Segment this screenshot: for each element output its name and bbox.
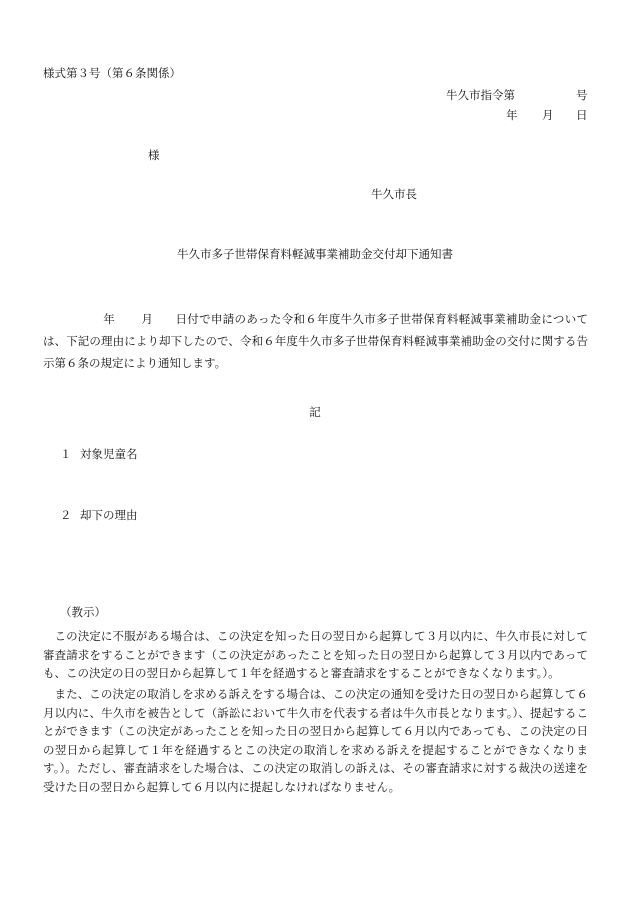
date-year: 年 xyxy=(506,108,518,122)
document-title: 牛久市多子世帯保育料軽減事業補助金交付却下通知書 xyxy=(177,247,453,261)
kyoji-heading: （教示） xyxy=(60,605,106,619)
notice-body xyxy=(43,308,588,374)
document-number-suffix: 号 xyxy=(576,88,588,102)
body-year: 年 xyxy=(103,312,116,326)
item-label: 却下の理由 xyxy=(80,508,138,522)
ki-heading: 記 xyxy=(309,405,321,419)
body-month: 月 xyxy=(141,312,154,326)
item-number: ２ xyxy=(60,508,72,522)
issue-date xyxy=(506,110,588,122)
body-text: 日付で申請のあった令和６年度牛久市多子世帯保育料軽減事業補助金については、下記の理由により却下したので、令和６年度牛久市多子世帯保育料軽減事業補助金の交付に関する告示第６条の規定により通知します。 xyxy=(43,312,588,370)
kyoji-paragraph-1: この決定に不服がある場合は、この決定を知った日の翌日から起算して３月以内に、牛久市長に対して審査請求をすることができます（この決定があったことを知った日の翌日から起算して３月以内であっても、この決定の日の翌日から起算して１年を経過すると審査請求をすることができなくなります。）。 xyxy=(43,629,588,680)
item-rejection-reason xyxy=(60,510,138,522)
item-target-child xyxy=(60,449,138,461)
item-label: 対象児童名 xyxy=(80,447,138,461)
kyoji-paragraph-2: また、この決定の取消しを求める訴えをする場合は、この決定の通知を受けた日の翌日から起算して６月以内に、牛久市を被告として（訴訟において牛久市を代表する者は牛久市長となります。）、提起することができます（この決定があったことを知った日の翌日から起算して６月以内であっても、この決定の日の翌日から起算して１年を経過するとこの決定の取消しを求める訴えを提起することができなくなります。）。ただし、審査請求をした場合は、この決定の取消しの訴えは、その審査請求に対する裁決の送達を受けた日の翌日から起算して６月以内に提起しなければなりません。 xyxy=(43,687,588,794)
date-month: 月 xyxy=(542,108,554,122)
document-number-label: 牛久市指令第 xyxy=(446,88,515,102)
form-number: 様式第３号（第６条関係） xyxy=(43,66,181,80)
date-day: 日 xyxy=(576,108,588,122)
item-number: １ xyxy=(60,447,72,461)
sender: 牛久市長 xyxy=(371,187,417,201)
addressee: 様 xyxy=(148,148,160,162)
